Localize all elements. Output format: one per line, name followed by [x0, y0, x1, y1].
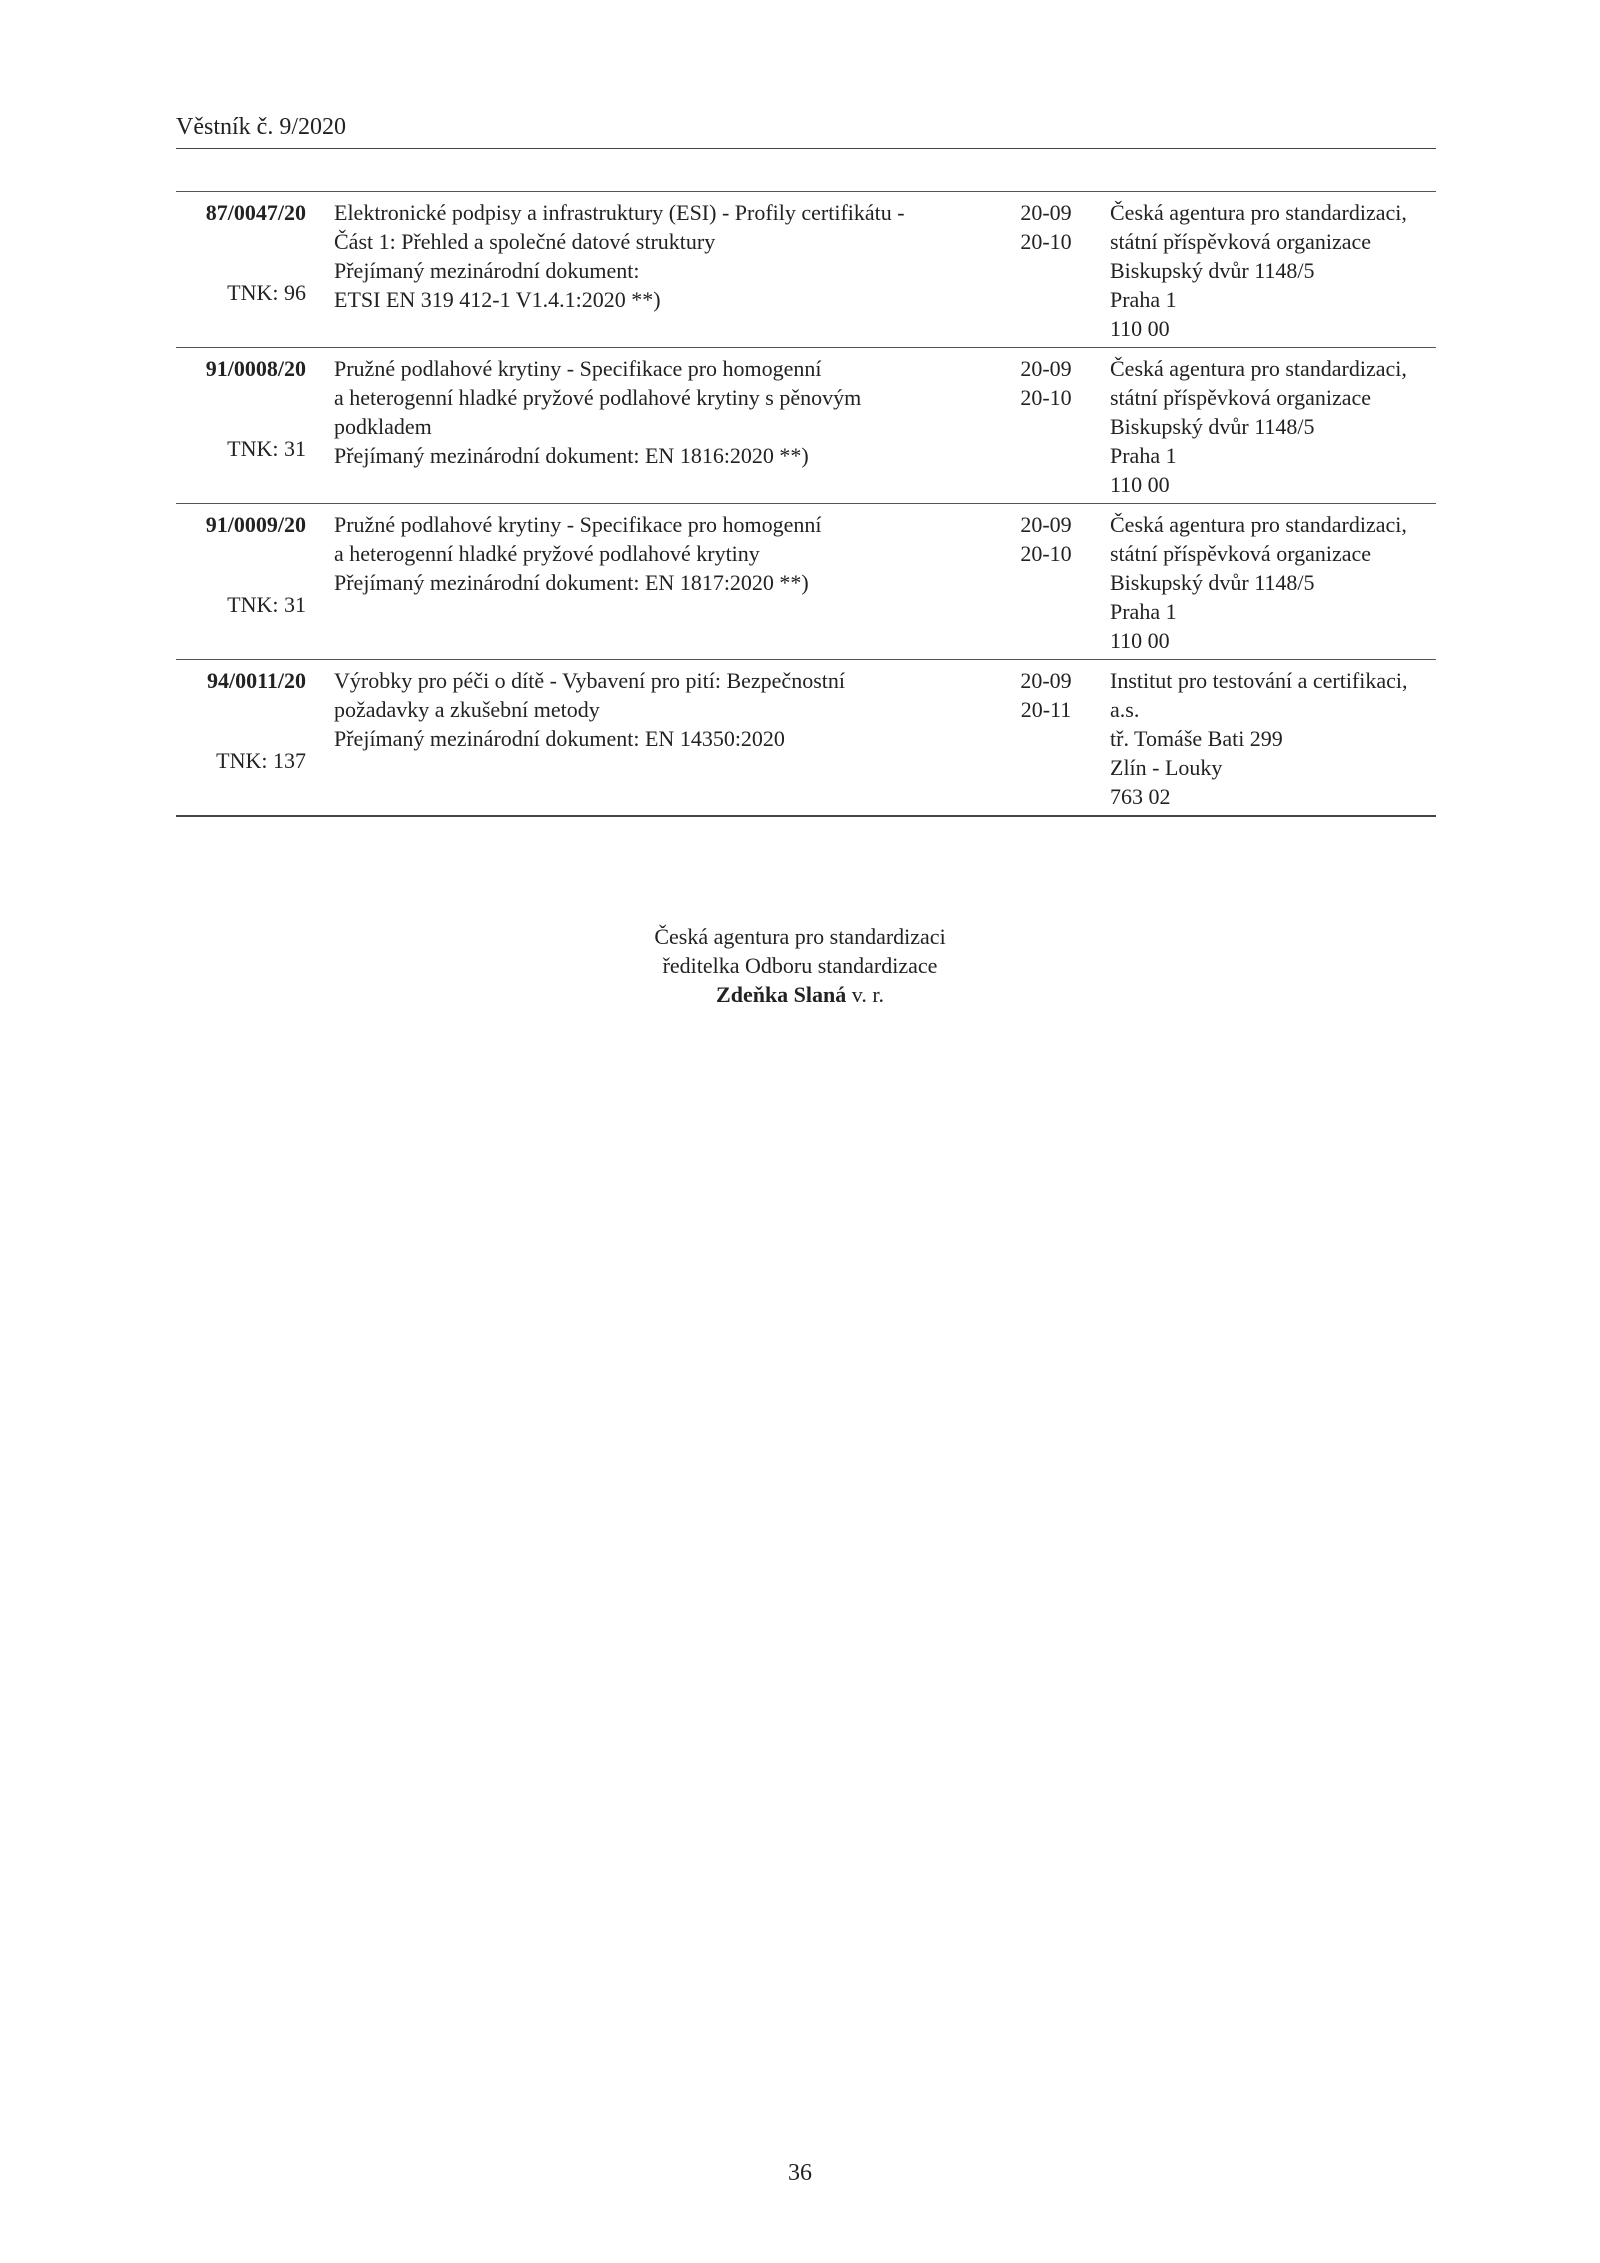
entry-title-line: Pružné podlahové krytiny - Specifikace pro homogenní	[334, 356, 822, 381]
entry-address-line: 110 00	[1110, 628, 1170, 653]
entry-title-line: Přejímaný mezinárodní dokument: EN 1817:2020 **)	[334, 570, 809, 595]
page-header	[176, 114, 1436, 149]
entry-date: 20-09	[1020, 200, 1072, 225]
entry-id: 91/0008/20	[205, 356, 306, 381]
entry-address-line: státní příspěvková organizace	[1110, 541, 1372, 566]
entry-address	[1110, 354, 1440, 499]
entry-date: 20-10	[1020, 541, 1072, 566]
entry-address-line: Česká agentura pro standardizaci,	[1110, 200, 1407, 225]
entry-title-line: Přejímaný mezinárodní dokument: EN 1816:2020 **)	[334, 443, 809, 468]
entry-address-line: Biskupský dvůr 1148/5	[1110, 258, 1315, 283]
entry-id: 87/0047/20	[205, 200, 306, 225]
table-row	[176, 660, 1436, 817]
entry-dates	[996, 510, 1096, 568]
signature-org: Česká agentura pro standardizaci	[654, 924, 946, 949]
table-row	[176, 348, 1436, 504]
entry-title-line: a heterogenní hladké pryžové podlahové krytiny	[334, 541, 760, 566]
entry-address-line: 763 02	[1110, 784, 1171, 809]
entry-address-line: Praha 1	[1110, 287, 1177, 312]
table-row	[176, 192, 1436, 348]
entry-dates	[996, 354, 1096, 412]
entries-table	[176, 191, 1436, 817]
entry-address-line: 110 00	[1110, 316, 1170, 341]
entry-id-cell	[176, 666, 306, 695]
entry-title-line: Přejímaný mezinárodní dokument:	[334, 258, 640, 283]
entry-address-line: Česká agentura pro standardizaci,	[1110, 512, 1407, 537]
entry-tnk: TNK: 96	[227, 280, 306, 305]
entry-id: 94/0011/20	[206, 668, 306, 693]
entry-title-line: a heterogenní hladké pryžové podlahové krytiny s pěnovým	[334, 385, 862, 410]
entry-address-line: Zlín - Louky	[1110, 755, 1223, 780]
entry-address	[1110, 666, 1440, 811]
entry-address-line: 110 00	[1110, 472, 1170, 497]
signature-role: ředitelka Odboru standardizace	[662, 953, 938, 978]
entry-date: 20-10	[1020, 385, 1072, 410]
header-title: Věstník č. 9/2020	[176, 114, 346, 140]
entry-address-line: Praha 1	[1110, 443, 1177, 468]
entry-title-line: požadavky a zkušební metody	[334, 697, 600, 722]
entry-title	[334, 510, 974, 597]
entry-address-line: Biskupský dvůr 1148/5	[1110, 414, 1315, 439]
entry-address-line: státní příspěvková organizace	[1110, 385, 1372, 410]
entry-tnk: TNK: 31	[227, 436, 306, 461]
entry-title-line: podkladem	[334, 414, 432, 439]
entry-address-line: Institut pro testování a certifikaci,	[1110, 668, 1408, 693]
entry-address-line: Česká agentura pro standardizaci,	[1110, 356, 1407, 381]
entry-date: 20-09	[1020, 668, 1072, 693]
entry-address-line: tř. Tomáše Bati 299	[1110, 726, 1283, 751]
entry-dates	[996, 666, 1096, 724]
entry-title	[334, 666, 974, 753]
entry-title-line: Pružné podlahové krytiny - Specifikace pro homogenní	[334, 512, 822, 537]
signature-suffix: v. r.	[846, 982, 884, 1007]
entry-date: 20-09	[1020, 356, 1072, 381]
entry-title-line: Přejímaný mezinárodní dokument: EN 14350:2020	[334, 726, 785, 751]
entry-title	[334, 354, 974, 470]
entry-tnk: TNK: 137	[216, 748, 306, 773]
entry-address-line: Biskupský dvůr 1148/5	[1110, 570, 1315, 595]
entry-address-line: a.s.	[1110, 697, 1140, 722]
entry-title	[334, 198, 974, 314]
entry-tnk: TNK: 31	[227, 592, 306, 617]
entry-date: 20-10	[1020, 229, 1072, 254]
entry-id-cell	[176, 198, 306, 227]
entry-id: 91/0009/20	[205, 512, 306, 537]
entry-title-line: ETSI EN 319 412-1 V1.4.1:2020 **)	[334, 287, 661, 312]
entry-dates	[996, 198, 1096, 256]
entry-address	[1110, 198, 1440, 343]
entry-address-line: Praha 1	[1110, 599, 1177, 624]
entry-date: 20-09	[1020, 512, 1072, 537]
entry-title-line: Část 1: Přehled a společné datové struktury	[334, 229, 716, 254]
signature-name-line	[0, 980, 1600, 1009]
table-row	[176, 504, 1436, 660]
signature-name: Zdeňka Slaná	[716, 982, 847, 1007]
page-number: 36	[788, 2160, 812, 2186]
entry-date: 20-11	[1020, 697, 1072, 722]
entry-title-line: Elektronické podpisy a infrastruktury (ESI) - Profily certifikátu -	[334, 200, 905, 225]
entry-title-line: Výrobky pro péči o dítě - Vybavení pro pití: Bezpečnostní	[334, 668, 845, 693]
signature-block	[0, 922, 1600, 1009]
entry-address	[1110, 510, 1440, 655]
entry-id-cell	[176, 354, 306, 383]
entry-address-line: státní příspěvková organizace	[1110, 229, 1372, 254]
entry-id-cell	[176, 510, 306, 539]
